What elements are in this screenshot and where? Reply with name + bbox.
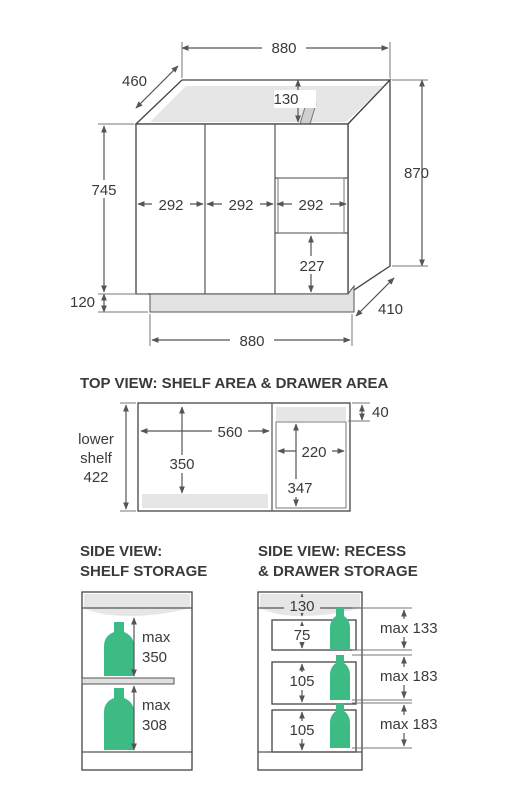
upper-max-label: max xyxy=(142,629,171,646)
drawer2-label: 105 xyxy=(289,673,315,690)
side-drawer-heading-2: & DRAWER STORAGE xyxy=(258,563,418,580)
plinth-depth-label: 410 xyxy=(378,301,404,318)
side-drawer-heading-1: SIDE VIEW: RECESS xyxy=(258,543,407,560)
shelf-depth-label: 350 xyxy=(169,456,195,473)
shelf-front-strip xyxy=(142,494,268,508)
drawer-offset-label: 40 xyxy=(372,404,389,421)
depth-top-label: 460 xyxy=(122,73,148,90)
side-shelf-heading-2: SHELF STORAGE xyxy=(80,563,208,580)
shelf-width-label: 560 xyxy=(217,424,243,441)
lower-max-label: max xyxy=(142,697,171,714)
lower-shelf-label-1: lower xyxy=(78,431,114,448)
side-view-shelf xyxy=(80,543,207,770)
lower-shelf-label-2: shelf xyxy=(80,450,112,467)
col1-width-label: 292 xyxy=(158,197,184,214)
top-well xyxy=(150,86,384,122)
side-shelf-heading-1: SIDE VIEW: xyxy=(80,543,163,560)
width-top-label: 880 xyxy=(271,40,297,57)
max1-label: max 133 xyxy=(380,620,438,637)
basin-gap-label: 130 xyxy=(273,91,299,108)
col2-width-label: 292 xyxy=(228,197,254,214)
drawer3-label: 105 xyxy=(289,722,315,739)
plinth-height-label: 120 xyxy=(70,294,96,311)
drawer-back-strip xyxy=(276,407,346,421)
door-height-label: 745 xyxy=(91,182,117,199)
lower-shelf-value: 422 xyxy=(83,469,109,486)
max2-label: max 183 xyxy=(380,668,438,685)
drawer-height-label: 227 xyxy=(299,258,325,275)
upper-max-value: 350 xyxy=(142,649,168,666)
col3-width-label: 292 xyxy=(298,197,324,214)
drawer-width-label: 220 xyxy=(301,444,327,461)
lower-max-value: 308 xyxy=(142,717,168,734)
shelf-board xyxy=(82,678,174,684)
top-view xyxy=(72,375,389,511)
drawer1-label: 75 xyxy=(293,627,311,644)
max3-label: max 183 xyxy=(380,716,438,733)
overall-height-label: 870 xyxy=(404,165,430,182)
front-view xyxy=(70,38,429,350)
drawer-depth-label: 347 xyxy=(287,480,313,497)
recess-label: 130 xyxy=(289,598,315,615)
side-view-drawer xyxy=(258,543,446,770)
width-bottom-label: 880 xyxy=(239,333,265,350)
top-view-heading: TOP VIEW: SHELF AREA & DRAWER AREA xyxy=(80,375,389,392)
